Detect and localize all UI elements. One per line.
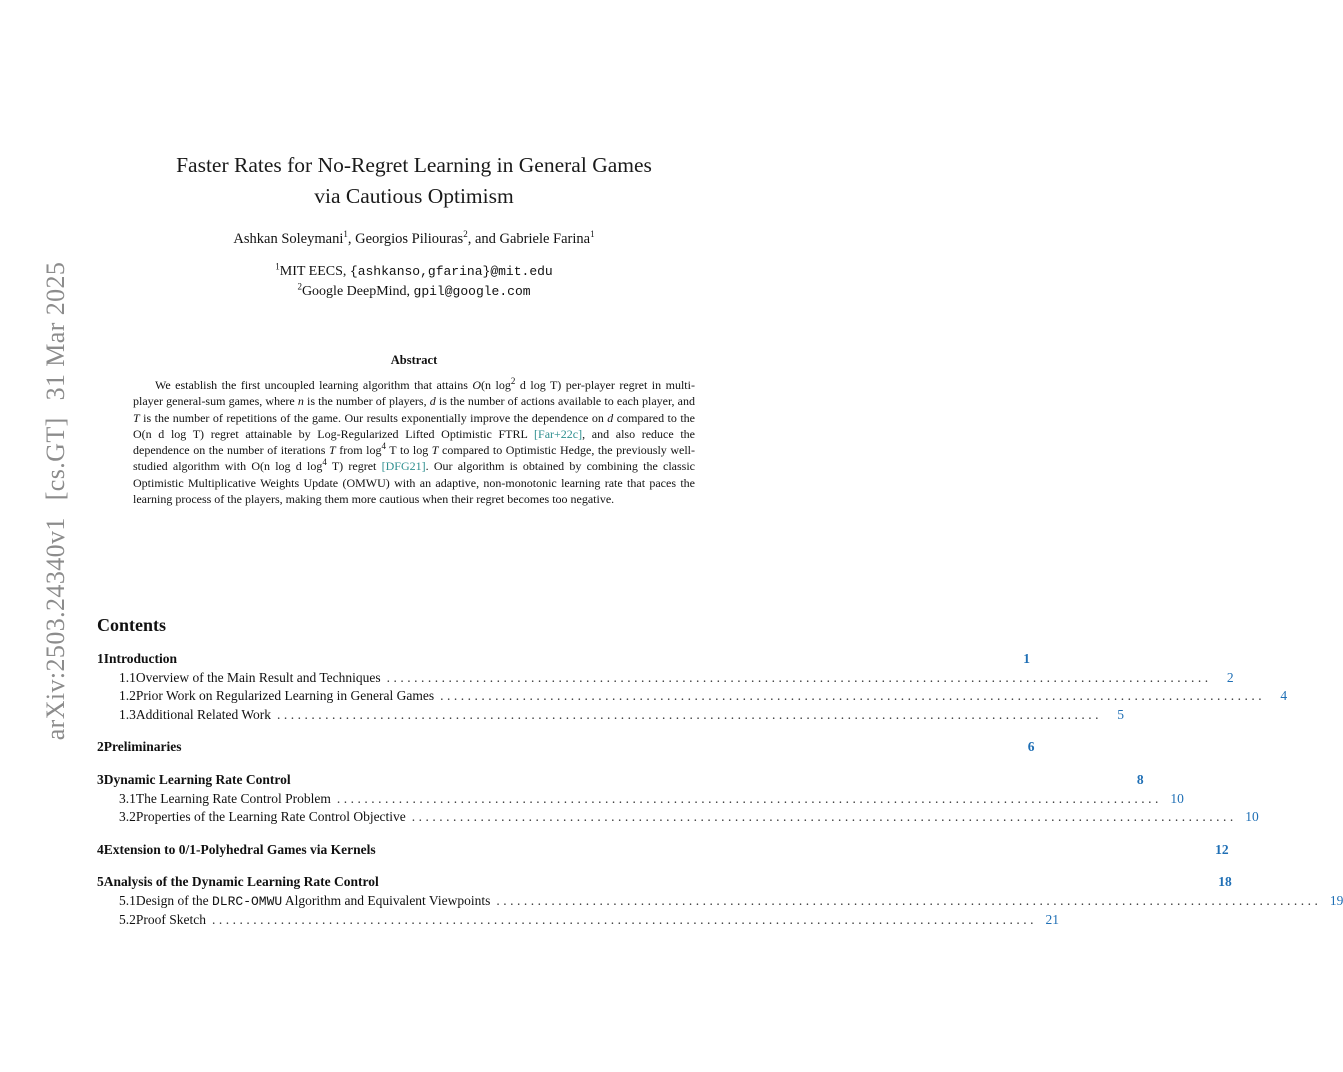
affiliation-2: [0, 282, 828, 302]
toc-section-3[interactable]: 3 Dynamic Learning Rate Control 8: [97, 771, 1144, 787]
toc-leader-dots: ........................................................................................................................: [386, 669, 1212, 685]
toc-leader-dots: ........................................................................................................................: [440, 688, 1266, 704]
email-address[interactable]: {ashkanso,gfarina}@mit.edu: [349, 264, 553, 279]
arxiv-id: arXiv:2503.24340v1: [41, 517, 70, 741]
affiliation-org: Google DeepMind,: [301, 284, 411, 299]
title-line-2: via Cautious Optimism: [314, 184, 514, 208]
affiliation-mark: 2: [297, 281, 302, 292]
arxiv-date: 31 Mar 2025: [41, 261, 70, 401]
affiliation-org: MIT EECS,: [279, 264, 347, 279]
table-of-contents: [97, 651, 1343, 930]
toc-subsection-1-2[interactable]: 1.2 Prior Work on Regularized Learning in General Games ........................................................................................................................ 4: [119, 688, 1288, 704]
paper-title: [0, 150, 828, 212]
toc-subsection-5-2[interactable]: 5.2 Proof Sketch ........................................................................................................................ 21: [119, 911, 1059, 927]
citation-link[interactable]: [Far+22c]: [534, 426, 583, 441]
affiliation-mark: 1: [343, 229, 348, 240]
email-address[interactable]: gpil@google.com: [413, 284, 531, 299]
toc-page-link[interactable]: 8: [1136, 771, 1144, 787]
abstract-body: [133, 377, 695, 507]
toc-subsection-1-1[interactable]: 1.1 Overview of the Main Result and Techniques ........................................................................................................................ 2: [119, 669, 1234, 685]
affiliation-mark: 1: [590, 229, 595, 240]
title-line-1: Faster Rates for No-Regret Learning in General Games: [176, 153, 652, 177]
toc-leader-dots: ........................................................................................................................: [212, 911, 1037, 927]
toc-page-link[interactable]: 2: [1226, 669, 1234, 685]
affiliation-1: [0, 262, 828, 282]
arxiv-category: [cs.GT]: [41, 417, 70, 501]
toc-subsection-5-1[interactable]: 5.1 Design of the DLRC-OMWU Algorithm and Equivalent Viewpoints ........................................................................................................................ 19: [119, 892, 1343, 909]
toc-page-link[interactable]: 5: [1117, 706, 1125, 722]
toc-subsection-3-1[interactable]: 3.1 The Learning Rate Control Problem ........................................................................................................................ 10: [119, 790, 1184, 806]
toc-leader-dots: ........................................................................................................................: [411, 809, 1237, 825]
toc-page-link[interactable]: 12: [1215, 841, 1229, 857]
toc-page-link[interactable]: 18: [1218, 874, 1232, 890]
author-conjunction: and: [474, 231, 496, 247]
toc-section-2[interactable]: 2 Preliminaries 6: [97, 739, 1035, 755]
affiliation-mark: 1: [275, 261, 280, 272]
toc-section-4[interactable]: 4 Extension to 0/1-Polyhedral Games via Kernels 12: [97, 841, 1229, 857]
author-name: Ashkan Soleymani: [233, 231, 344, 247]
toc-page-link[interactable]: 19: [1329, 892, 1343, 908]
toc-section-1[interactable]: 1 Introduction 1: [97, 651, 1031, 666]
toc-page-link[interactable]: 4: [1280, 688, 1288, 704]
toc-page-link[interactable]: 6: [1027, 739, 1035, 755]
author-list: Ashkan Soleymani$^1$, Georgios Piliouras$^2$, and Gabriele Farina$^1$: [233, 229, 595, 247]
toc-page-link[interactable]: 10: [1245, 809, 1259, 825]
author-name: Georgios Piliouras: [355, 231, 464, 247]
toc-leader-dots: ........................................................................................................................: [336, 790, 1162, 806]
citation-link[interactable]: [DFG21]: [381, 459, 426, 474]
toc-page-link[interactable]: 10: [1170, 790, 1184, 806]
affiliations: [0, 262, 828, 302]
toc-page-link[interactable]: 21: [1045, 911, 1059, 927]
abstract-paragraph: We establish the first uncoupled learning algorithm that attains O(n $\log^2 d$ log T) per-player regret in multi-player general-sum games, where n is the number of players, d is the number of actions available to each player, and T is the number of repetitions of the game. Our results exponentially improve the dependence on d compared to the O(n d log T) regret attainable by Log-Regularized Lifted Optimistic FTRL [Far+22c], and also reduce the dependence on the number of iterations T from $\log^4 T$ to log T compared to Optimistic Hedge, the previously well-studied algorithm with O(n log d $\log^4 T$) regret [DFG21]. Our algorithm is obtained by combining the classic Optimistic Multiplicative Weights Update (OMWU) with an adaptive, non-monotonic learning rate that paces the learning process of the players, making them more cautious when their regret becomes too negative.: [133, 376, 696, 507]
contents-heading: Contents: [97, 615, 167, 635]
toc-section-5[interactable]: 5 Analysis of the Dynamic Learning Rate Control 18: [97, 874, 1232, 890]
abstract-heading: Abstract: [390, 353, 438, 367]
toc-subsection-3-2[interactable]: 3.2 Properties of the Learning Rate Control Objective ........................................................................................................................ 10: [119, 809, 1259, 825]
affiliation-mark: 2: [463, 229, 468, 240]
toc-page-link[interactable]: 1: [1023, 651, 1031, 666]
toc-leader-dots: ........................................................................................................................: [277, 706, 1103, 722]
toc-subsection-1-3[interactable]: 1.3 Additional Related Work ........................................................................................................................ 5: [119, 706, 1125, 722]
arxiv-identifier-stamp: [41, 252, 71, 741]
author-name: Gabriele Farina: [499, 231, 591, 247]
toc-leader-dots: ........................................................................................................................: [496, 892, 1322, 908]
